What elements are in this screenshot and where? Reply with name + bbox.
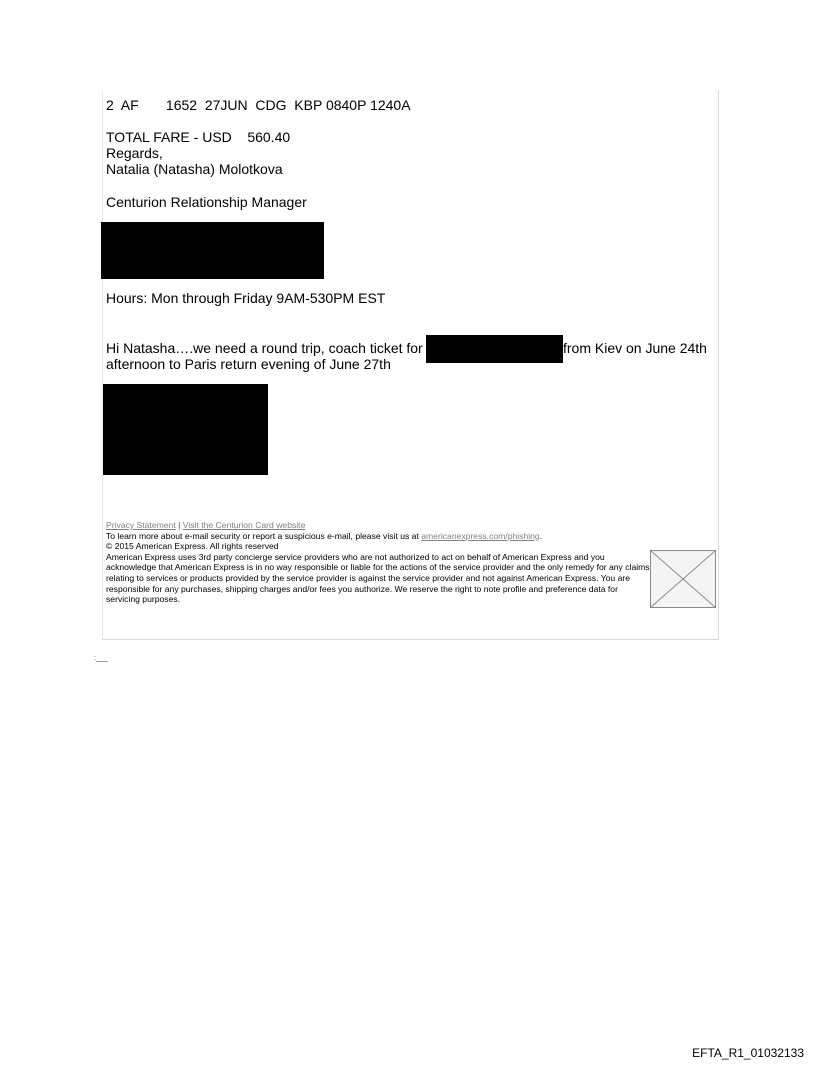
link-separator: | <box>178 520 181 530</box>
request-text-part1: Hi Natasha….we need a round trip, coach ticket for <box>106 340 423 356</box>
centurion-card-website-link[interactable]: Visit the Centurion Card website <box>182 520 306 530</box>
redaction-block-signature <box>101 222 324 279</box>
crossed-box-icon <box>651 551 715 607</box>
disclaimer: American Express uses 3rd party concierge service providers who are not authorized to act on behalf of American Express and you acknowledge that American Express is in no way responsible or liable for the actions of the service provider and the only remedy for any claims relating to services or products provided by the service provider is against the service provider and not against American Express. You are responsible for any purchases, shipping charges and/or fees you authorize. We reserve the right to note profile and preference data for servicing purposes. <box>106 551 650 605</box>
request-text-line2: afternoon to Paris return evening of June 27th <box>106 356 391 372</box>
copyright: © 2015 American Express. All rights reserved <box>106 541 279 552</box>
privacy-statement-link[interactable]: Privacy Statement <box>106 520 176 530</box>
office-hours: Hours: Mon through Friday 9AM-530PM EST <box>106 290 386 306</box>
total-fare: TOTAL FARE - USD 560.40 <box>106 129 291 145</box>
email-footer <box>106 520 651 605</box>
security-text: To learn more about e-mail security or report a suspicious e-mail, please visit us at <box>106 530 419 541</box>
broken-image-placeholder-icon <box>650 550 716 608</box>
redaction-block-body <box>103 384 268 475</box>
phishing-link[interactable]: americanexpress.com/phishing <box>421 530 540 541</box>
sender-name: Natalia (Natasha) Molotkova <box>106 161 283 177</box>
sender-title: Centurion Relationship Manager <box>106 194 307 210</box>
closing: Regards, <box>106 145 163 161</box>
stray-mark: :___ <box>94 655 108 662</box>
itinerary-line: 2 AF 1652 27JUN CDG KBP 0840P 1240A <box>106 97 411 113</box>
security-text-end: . <box>539 530 543 541</box>
document-id: EFTA_R1_01032133 <box>692 1046 804 1060</box>
redaction-block-name <box>426 335 563 363</box>
request-text-part2: from Kiev on June 24th <box>563 340 707 356</box>
